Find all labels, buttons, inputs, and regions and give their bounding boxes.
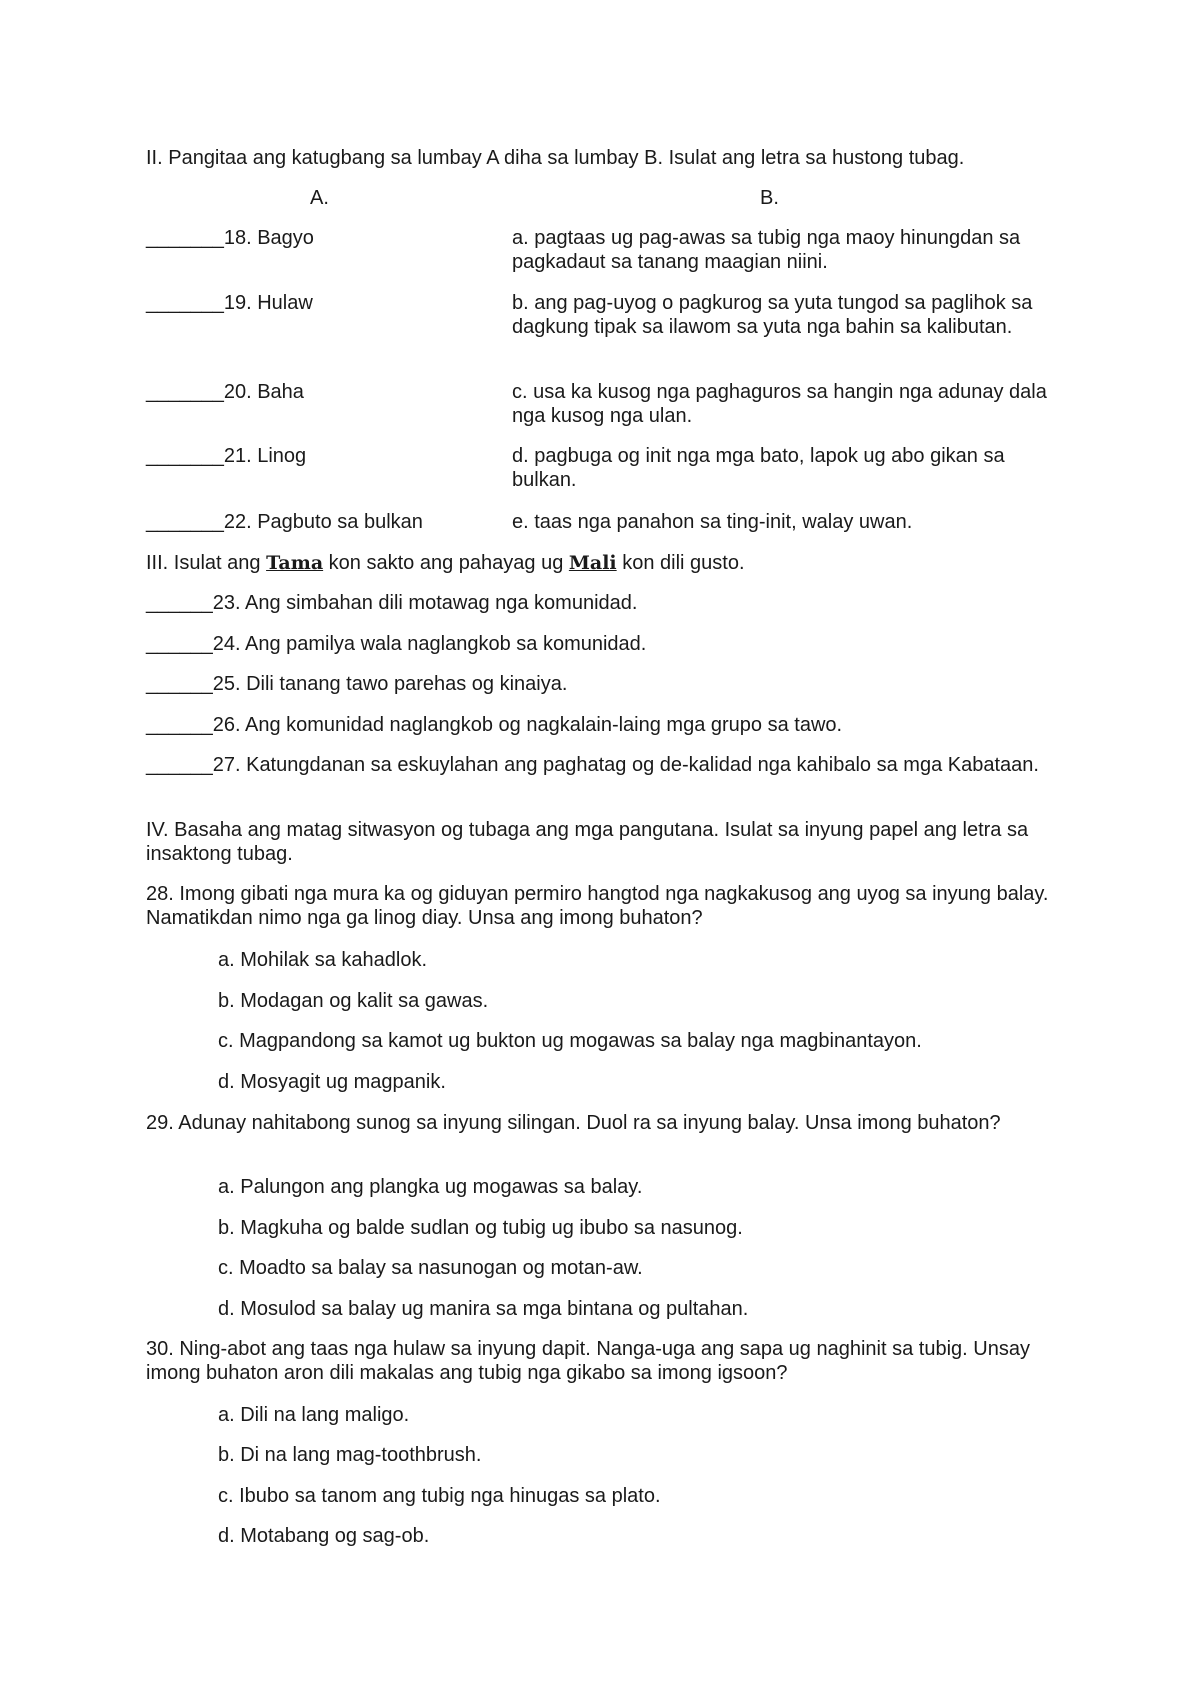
part3-instruction-mid: kon sakto ang pahayag ug	[323, 552, 569, 574]
match-item-20: _______20. Baha	[146, 381, 304, 403]
q28-choice-b: b. Modagan og kalit sa gawas.	[218, 990, 489, 1012]
question-28-stem: 28. Imong gibati nga mura ka og giduyan permiro hangtod nga nagkakusog ang uyog sa inyung balay. Namatikdan nimo nga ga linog diay. Unsa ang imong buhaton?	[146, 883, 1049, 929]
part2-instruction: II. Pangitaa ang katugbang sa lumbay A diha sa lumbay B. Isulat ang letra sa hustong tubag.	[146, 147, 965, 169]
part3-instruction-post: kon dili gusto.	[616, 552, 745, 574]
q29-choice-c: c. Moadto sa balay sa nasunogan og motan-aw.	[218, 1257, 643, 1279]
q30-choice-b: b. Di na lang mag-toothbrush.	[218, 1444, 482, 1466]
match-choice-d: d. pagbuga og init nga mga bato, lapok ug abo gikan sa bulkan.	[512, 445, 1005, 491]
q28-choice-c: c. Magpandong sa kamot ug bukton ug mogawas sa balay nga magbinantayon.	[218, 1030, 922, 1052]
tf-item-27: ______27. Katungdanan sa eskuylahan ang paghatag og de-kalidad nga kahibalo sa mga Kabataan.	[146, 754, 1039, 776]
tf-item-25: ______25. Dili tanang tawo parehas og kinaiya.	[146, 673, 568, 695]
tf-item-23: ______23. Ang simbahan dili motawag nga komunidad.	[146, 592, 638, 614]
match-item-21: _______21. Linog	[146, 445, 307, 467]
match-choice-c: c. usa ka kusog nga paghaguros sa hangin nga adunay dala nga kusog nga ulan.	[512, 381, 1047, 427]
match-choice-e: e. taas nga panahon sa ting-init, walay uwan.	[512, 511, 913, 533]
q29-choice-d: d. Mosulod sa balay ug manira sa mga bintana og pultahan.	[218, 1298, 749, 1320]
part3-instruction-pre: III. Isulat ang	[146, 552, 267, 574]
part4-instruction: IV. Basaha ang matag sitwasyon og tubaga ang mga pangutana. Isulat sa inyung papel ang letra sa insaktong tubag.	[146, 819, 1029, 865]
mali-keyword: Mali	[568, 552, 617, 574]
q30-choice-c: c. Ibubo sa tanom ang tubig nga hinugas sa plato.	[218, 1485, 661, 1507]
match-item-18: _______18. Bagyo	[146, 227, 314, 249]
q28-choice-d: d. Mosyagit ug magpanik.	[218, 1071, 446, 1093]
tama-keyword: Tama	[266, 552, 324, 574]
q30-choice-d: d. Motabang og sag-ob.	[218, 1525, 430, 1547]
match-choice-a: a. pagtaas ug pag-awas sa tubig nga maoy hinungdan sa pagkadaut sa tanang maagian niini.	[512, 227, 1021, 273]
match-choice-b: b. ang pag-uyog o pagkurog sa yuta tungod sa paglihok sa dagkung tipak sa ilawom sa yuta nga bahin sa kalibutan.	[512, 292, 1033, 338]
tf-item-26: ______26. Ang komunidad naglangkob og nagkalain-laing mga grupo sa tawo.	[146, 714, 843, 736]
question-30-stem: 30. Ning-abot ang taas nga hulaw sa inyung dapit. Nanga-uga ang sapa ug naghinit sa tubig. Unsay imong buhaton aron dili makalas ang tubig nga gikabo sa imong igsoon?	[146, 1338, 1030, 1384]
q29-choice-a: a. Palungon ang plangka ug mogawas sa balay.	[218, 1176, 643, 1198]
match-item-19: _______19. Hulaw	[146, 292, 313, 314]
q28-choice-a: a. Mohilak sa kahadlok.	[218, 949, 428, 971]
column-b-header: B.	[760, 187, 779, 209]
q29-choice-b: b. Magkuha og balde sudlan og tubig ug ibubo sa nasunog.	[218, 1217, 743, 1239]
question-29-stem: 29. Adunay nahitabong sunog sa inyung silingan. Duol ra sa inyung balay. Unsa imong buhaton?	[146, 1112, 1001, 1134]
q30-choice-a: a. Dili na lang maligo.	[218, 1404, 410, 1426]
column-a-header: A.	[310, 187, 329, 209]
tf-item-24: ______24. Ang pamilya wala naglangkob sa komunidad.	[146, 633, 647, 655]
match-item-22: _______22. Pagbuto sa bulkan	[146, 511, 423, 533]
part3-instruction	[146, 551, 1066, 575]
